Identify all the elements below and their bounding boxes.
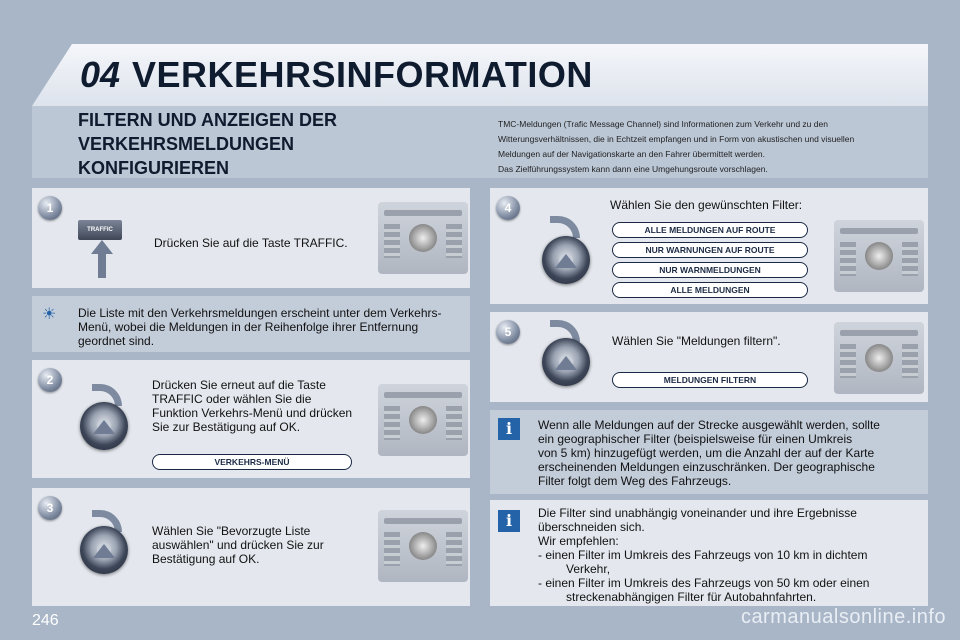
radio-unit-image xyxy=(378,384,468,456)
chapter-number: 04 xyxy=(80,54,121,95)
step-number-5: 5 xyxy=(496,320,520,344)
step-number-3: 3 xyxy=(38,496,62,520)
step-number-2: 2 xyxy=(38,368,62,392)
watermark-url: carmanualsonline.info xyxy=(740,606,946,628)
step-5-text: Wählen Sie "Meldungen filtern". xyxy=(612,334,781,348)
page-number: 246 xyxy=(32,612,59,629)
step-number-1: 1 xyxy=(38,196,62,220)
info-icon: i xyxy=(498,418,520,440)
info-1-text: Wenn alle Meldungen auf der Strecke ausgewählt werden, sollte ein geographischer Filter (beispielsweise für einen Umkreis von 5 km) hinzugefügt werden, um die Anzahl der auf der Karte erscheinenden Meldungen einzuschränken. Der geographische Filter folgt dem Weg des Fahrzeugs. xyxy=(538,418,880,488)
step-number-4: 4 xyxy=(496,196,520,220)
press-arrow-icon xyxy=(555,356,577,370)
filter-option-2: NUR WARNUNGEN AUF ROUTE xyxy=(612,242,808,258)
sun-icon: ☀ xyxy=(42,306,57,323)
step-2-text: Drücken Sie erneut auf die Taste TRAFFIC oder wählen Sie die Funktion Verkehrs-Menü und drücken Sie zur Bestätigung auf OK. xyxy=(152,378,353,434)
radio-unit-image xyxy=(834,220,924,292)
step-3-text: Wählen Sie "Bevorzugte Liste auswählen" und drücken Sie zur Bestätigung auf OK. xyxy=(152,524,324,566)
traffic-button: TRAFFIC xyxy=(78,220,122,240)
list-item: - einen Filter im Umkreis des Fahrzeugs von 10 km in dichtem Verkehr, xyxy=(538,548,868,576)
recommendation-list xyxy=(538,548,869,604)
filter-option-1: ALLE MELDUNGEN AUF ROUTE xyxy=(612,222,808,238)
press-arrow-icon xyxy=(555,254,577,268)
tip-text: Die Liste mit den Verkehrsmeldungen erscheint unter dem Verkehrs- Menü, wobei die Meldungen in der Reihenfolge ihrer Entfernung geordnet sind. xyxy=(78,306,442,348)
list-item: - einen Filter im Umkreis des Fahrzeugs von 50 km oder einen streckenabhängigen Filter für Autobahnfahrten. xyxy=(538,576,870,604)
section-intro: TMC-Meldungen (Trafic Message Channel) sind Informationen zum Verkehr und zu den Witterungsverhältnissen, die in Echtzeit empfangen und in Form von akustischen und visuellen Meldungen auf der Navigationskarte an den Fahrer übermittelt werden. Das Zielführungssystem kann dann eine Umgehungsroute vorschlagen. xyxy=(498,119,855,174)
radio-unit-image xyxy=(834,322,924,394)
filter-option-3: NUR WARNMELDUNGEN xyxy=(612,262,808,278)
step-4-text: Wählen Sie den gewünschten Filter: xyxy=(610,198,803,212)
menu-label-meldungen-filtern: MELDUNGEN FILTERN xyxy=(612,372,808,388)
arrow-shaft xyxy=(98,254,106,278)
filter-option-4: ALLE MELDUNGEN xyxy=(612,282,808,298)
radio-unit-image xyxy=(378,510,468,582)
press-arrow-icon xyxy=(93,420,115,434)
step-1-text: Drücken Sie auf die Taste TRAFFIC. xyxy=(154,236,348,250)
press-arrow-icon xyxy=(93,544,115,558)
page-title: VERKEHRSINFORMATION xyxy=(132,54,593,95)
menu-label-verkehrs-menu: VERKEHRS-MENÜ xyxy=(152,454,352,470)
section-heading: FILTERN UND ANZEIGEN DER VERKEHRSMELDUNGEN KONFIGURIEREN xyxy=(78,110,337,178)
info-2-text: Die Filter sind unabhängig voneinander und ihre Ergebnisse überschneiden sich. Wir empfehlen: - einen Filter im Umkreis des Fahrzeugs von 10 km in dichtem Verkehr, - einen Filter im Umkreis des Fahrzeugs von 50 km oder einen streckenabhängigen Filter für Autobahnfahrten. xyxy=(538,506,870,604)
arrow-up-icon xyxy=(91,240,113,254)
info-icon: i xyxy=(498,510,520,532)
radio-unit-image xyxy=(378,202,468,274)
